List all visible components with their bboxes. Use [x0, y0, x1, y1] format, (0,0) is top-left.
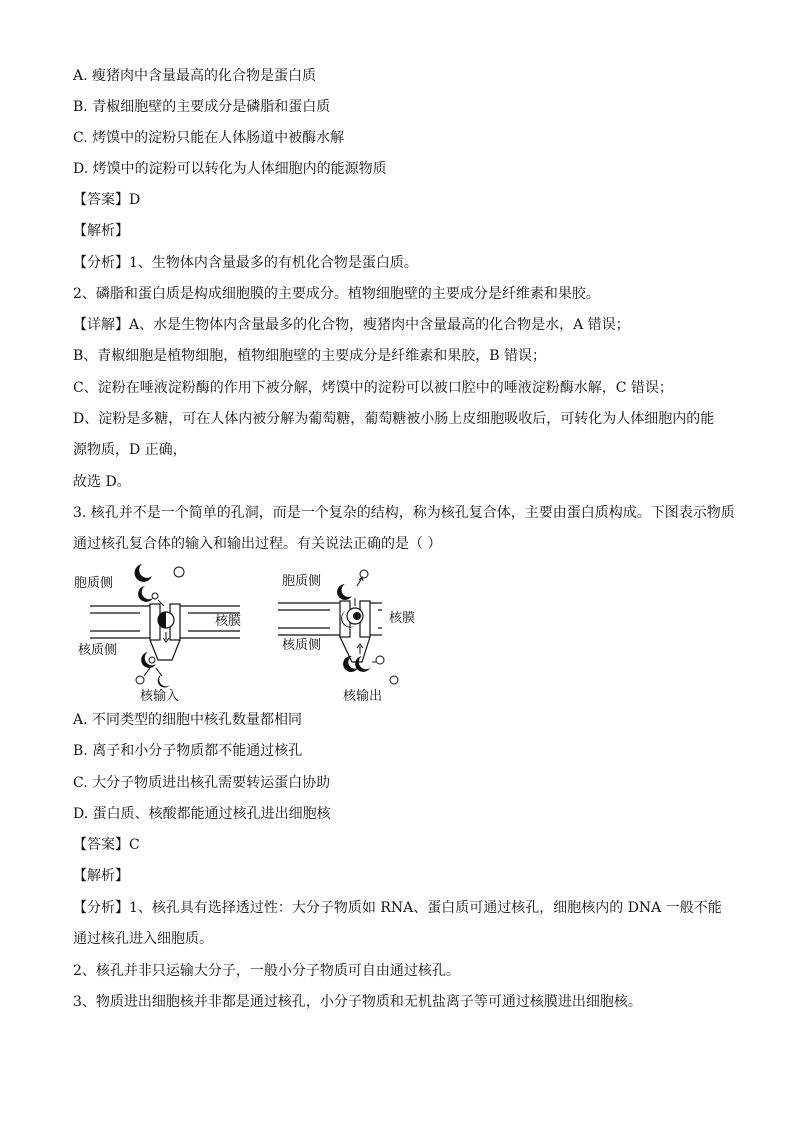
- option-d-q2: D. 烤馍中的淀粉可以转化为人体细胞内的能源物质: [73, 161, 387, 177]
- detail-line: B、青椒细胞是植物细胞，植物细胞壁的主要成分是纤维素和果胶，B 错误；: [73, 348, 547, 364]
- analysis-line: 2、核孔并非只运输大分子，一般小分子物质可自由通过核孔。: [73, 963, 460, 979]
- answer-q2: 【答案】D: [73, 192, 141, 208]
- question-3-stem: 通过核孔复合体的输入和输出过程。有关说法正确的是（ ）: [73, 536, 442, 552]
- option-a-q2: A. 瘦猪肉中含量最高的化合物是蛋白质: [73, 68, 317, 84]
- analysis-line: 3、物质进出细胞核并非都是通过核孔，小分子物质和无机盐离子等可通过核膜进出细胞核。: [73, 994, 642, 1010]
- analysis-line: 【分析】1、核孔具有选择透过性：大分子物质如 RNA、蛋白质可通过核孔，细胞核内的 DNA 一般不能: [73, 900, 722, 916]
- right-caption: 核输出: [343, 689, 383, 704]
- conclusion-line: 故选 D。: [73, 474, 131, 490]
- option-b-q3: B. 离子和小分子物质都不能通过核孔: [73, 743, 303, 759]
- question-3-stem: 3. 核孔并不是一个简单的孔洞，而是一个复杂的结构，称为核孔复合体，主要由蛋白质构成。下图表示物质: [73, 505, 735, 521]
- nuclear-export-panel: [278, 570, 415, 704]
- option-d-q3: D. 蛋白质、核酸都能通过核孔进出细胞核: [73, 806, 331, 822]
- right-membrane-label: 核膜: [388, 611, 415, 626]
- analysis-line: 【分析】1、生物体内含量最多的有机化合物是蛋白质。: [73, 255, 418, 271]
- detail-line: 源物质，D 正确，: [73, 442, 187, 458]
- option-c-q2: C. 烤馍中的淀粉只能在人体肠道中被酶水解: [73, 130, 345, 146]
- detail-line: D、淀粉是多糖，可在人体内被分解为葡萄糖，葡萄糖被小肠上皮细胞吸收后，可转化为人体细胞内的能: [73, 411, 715, 427]
- analysis-heading-q3: 【解析】: [73, 868, 129, 884]
- detail-line: 【详解】A、水是生物体内含量最多的化合物，瘦猪肉中含量最高的化合物是水，A 错误；: [73, 317, 630, 333]
- nuclear-import-panel: [74, 564, 241, 704]
- answer-q3: 【答案】C: [73, 837, 140, 853]
- analysis-line: 通过核孔进入细胞质。: [73, 931, 213, 947]
- left-membrane-label: 核膜: [215, 614, 242, 629]
- right-cytoplasm-label: 胞质侧: [282, 574, 322, 589]
- detail-line: C、淀粉在唾液淀粉酶的作用下被分解，烤馍中的淀粉可以被口腔中的唾液淀粉酶水解，C 错误；: [73, 380, 673, 396]
- left-caption: 核输入: [140, 689, 180, 704]
- nuclear-pore-diagram: [60, 556, 420, 706]
- left-nucleoplasm-label: 核质侧: [78, 643, 118, 658]
- analysis-heading-q2: 【解析】: [73, 223, 129, 239]
- option-b-q2: B. 青椒细胞壁的主要成分是磷脂和蛋白质: [73, 99, 331, 115]
- option-c-q3: C. 大分子物质进出核孔需要转运蛋白协助: [73, 775, 331, 791]
- analysis-line: 2、磷脂和蛋白质是构成细胞膜的主要成分。植物细胞壁的主要成分是纤维素和果胶。: [73, 286, 600, 302]
- left-cytoplasm-label: 胞质侧: [74, 576, 114, 591]
- right-nucleoplasm-label: 核质侧: [282, 638, 322, 653]
- option-a-q3: A. 不同类型的细胞中核孔数量都相同: [73, 712, 303, 728]
